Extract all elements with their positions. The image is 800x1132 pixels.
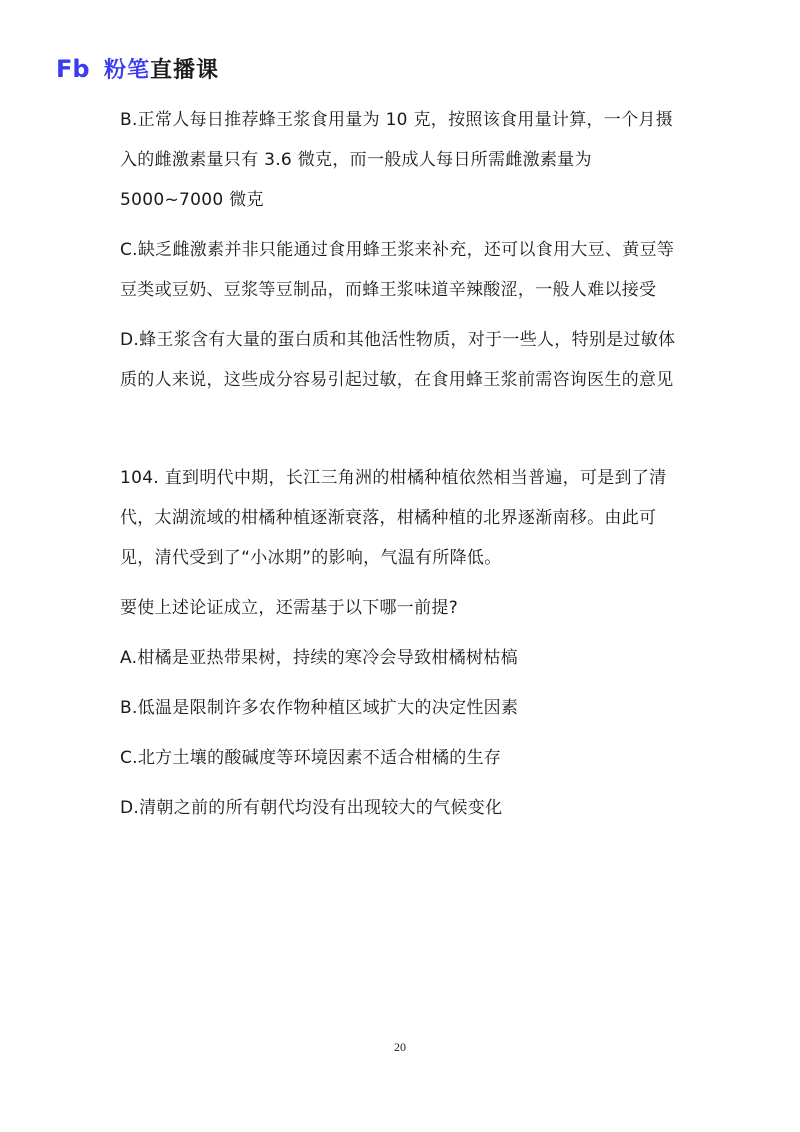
brand-accent: 粉笔: [104, 57, 151, 83]
option-d: D.清朝之前的所有朝代均没有出现较大的气候变化: [120, 798, 503, 818]
prev-option-c: C.缺乏雌激素并非只能通过食用蜂王浆来补充，还可以食用大豆、黄豆等豆类或豆奶、豆浆等豆制品，而蜂王浆味道辛辣酸涩，一般人难以接受: [120, 240, 675, 300]
fb-logo-icon: [56, 54, 96, 82]
brand-rest: 直播课: [150, 57, 220, 83]
question-stem: 104. 直到明代中期，长江三角洲的柑橘种植依然相当普遍，可是到了清代，太湖流域的柑橘种植逐渐衰落，柑橘种植的北界逐渐南移。由此可见，清代受到了“小冰期”的影响，气温有所降低。: [120, 468, 667, 568]
svg-text:Fb: Fb: [56, 55, 90, 82]
header: [56, 52, 219, 84]
page-number: 20: [394, 1040, 406, 1054]
option-b: B.低温是限制许多农作物种植区域扩大的决定性因素: [120, 698, 519, 718]
prev-option-d: D.蜂王浆含有大量的蛋白质和其他活性物质，对于一些人，特别是过敏体质的人来说，这些成分容易引起过敏，在食用蜂王浆前需咨询医生的意见: [120, 330, 676, 390]
brand-name: [104, 53, 219, 84]
prev-option-b: B.正常人每日推荐蜂王浆食用量为 10 克，按照该食用量计算，一个月摄入的雌激素量只有 3.6 微克，而一般成人每日所需雌激素量为5000~7000 微克: [120, 110, 674, 210]
question-prompt: 要使上述论证成立，还需基于以下哪一前提?: [120, 598, 459, 618]
option-a: A.柑橘是亚热带果树，持续的寒冷会导致柑橘树枯槁: [120, 648, 518, 668]
option-c: C.北方土壤的酸碱度等环境因素不适合柑橘的生存: [120, 748, 502, 768]
page-content: [120, 100, 690, 828]
